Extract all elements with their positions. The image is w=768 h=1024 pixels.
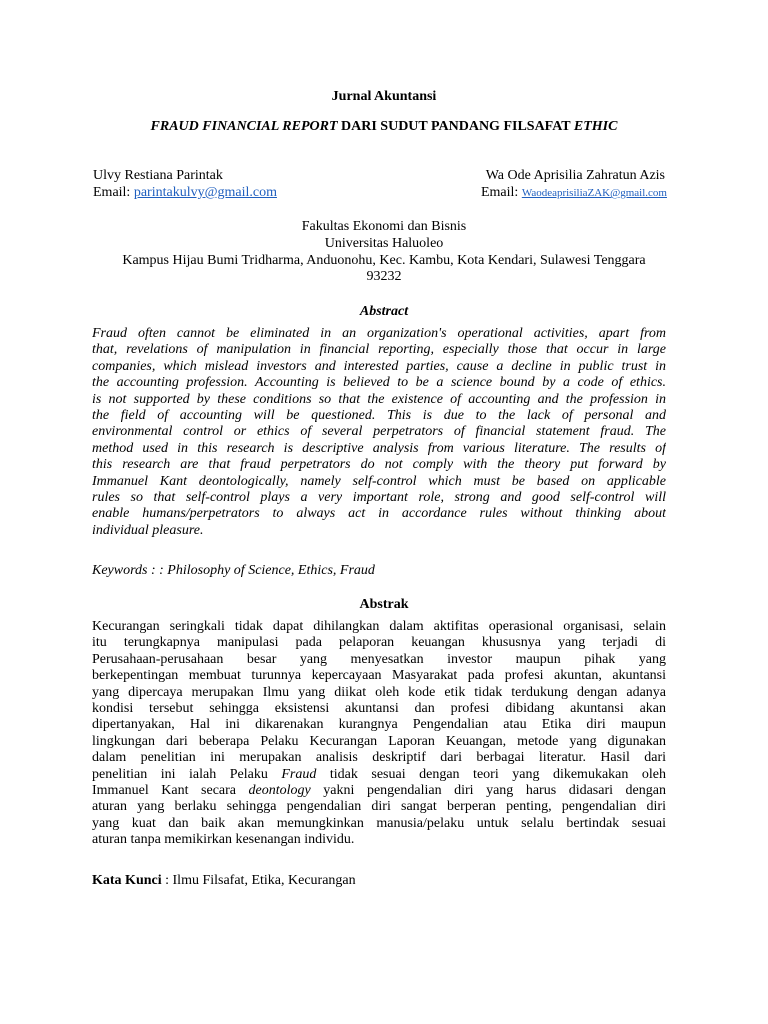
author-2-email-link[interactable]: WaodeaprisiliaZAK@gmail.com [521,187,667,199]
journal-name: Jurnal Akuntansi [331,89,437,104]
abstract-en-line: is not supported by these conditions so that the existence of accounting and the profession in [92,391,666,407]
abstrak-id-line: berkepentingan membuat turunnya kepercayaan Masyarakat pada profesi akuntan, akuntansi [92,668,666,684]
faculty: Fakultas Ekonomi dan Bisnis [301,219,467,234]
author-2-email [481,185,667,201]
abstrak-id-line: Perusahaan-perusahaan besar yang menyesatkan investor maupun pihak yang [92,651,666,667]
keywords-en: Keywords : : Philosophy of Science, Ethics, Fraud [92,563,375,578]
abstract-en-line: the field of accounting will be questioned. This is due to the lack of personal and [92,407,666,423]
abstract-en-line: environmental control or ethics of several perpetrators of financial statement fraud. The [92,424,666,440]
abstrak-id-line: dipertanyakan, Hal ini dikarenakan kurangnya Pengendalian atau Etika diri maupun [92,717,666,733]
author-2-name: Wa Ode Aprisilia Zahratun Azis [485,168,665,183]
university: Universitas Haluoleo [324,236,444,251]
abstrak-id-line [92,767,666,783]
abstract-en-line: the accounting profession. Accounting is believed to be a science bound by a code of ethics. [92,375,666,391]
abstract-en-line: Fraud often cannot be eliminated in an organization's operational activities, apart from [92,326,666,341]
abstract-en-line: Immanuel Kant deontologically, namely self-control which must be based on applicable [92,473,666,489]
title-middle-part: DARI SUDUT PANDANG FILSAFAT [337,119,574,134]
paper-title [0,119,768,135]
abstrak-id-line: lingkungan dari beberapa Pelaku Kecurangan Laporan Keuangan, metode yang digunakan [92,733,666,749]
abstrak-id-line: dalam penelitian ini merupakan analisis deskriptif dari berbagai literatur. Hasil dari [92,750,666,766]
abstrak-id-line: aturan tanpa memikirkan kesenangan individu. [92,832,355,848]
abstract-en-line: individual pleasure. [92,522,204,538]
postal-code: 93232 [366,269,402,284]
abstrak-id-line: yang dipercaya merupakan Ilmu yang diikat oleh kode etik tidak terdukung dengan adanya [92,684,666,700]
abstract-heading: Abstract [359,304,409,319]
abstrak-id-line [92,783,666,799]
abstrak-id-line: itu terungkapnya manipulasi pada pelaporan keuangan khususnya yang terjadi di [92,635,666,651]
abstract-en-line: that, revelations of manipulation in financial reporting, especially those that occur in large [92,342,666,358]
line-text: Immanuel Kant secara [92,782,249,798]
kata-kunci-label: Kata Kunci [92,873,162,888]
address: Kampus Hijau Bumi Tridharma, Anduonohu, Kec. Kambu, Kota Kendari, Sulawesi Tenggara [122,253,646,268]
line-text: yakni pengendalian diri yang harus didasari dengan [310,782,666,798]
line-italic-term: deontology [248,782,311,798]
abstrak-id-line: kondisi tersebut sehingga eksistensi akuntansi dan profesi dibidang akuntansi akan [92,700,666,716]
abstrak-id-line: Kecurangan seringkali tidak dapat dihilangkan dalam aktifitas operasional organisasi, selain [92,619,666,634]
line-text: penelitian ini ialah Pelaku [92,766,282,782]
abstract-en-line: companies, which mislead investors and interested parties, cause a decline in public trust in [92,358,666,374]
author-1-email-label: Email: [93,185,134,200]
abstract-en-line: method used in this research is descriptive analysis from various literature. The results of [92,440,666,456]
kata-kunci [92,873,356,889]
abstrak-id-body [92,619,666,848]
author-1-name: Ulvy Restiana Parintak [93,168,223,183]
title-italic-part: FRAUD FINANCIAL REPORT [150,119,338,134]
abstrak-heading: Abstrak [359,597,409,612]
abstrak-id-line: aturan yang berlaku sehingga pengendalian diri sangat berperan penting, pengendalian diri [92,799,666,815]
abstract-en-body [92,326,666,539]
abstract-en-line: this research are that fraud perpetrators do not comply with the theory put forward by [92,457,666,473]
line-text: tidak sesuai dengan teori yang dikemukakan oleh [316,766,666,782]
author-2-email-label: Email: [480,185,522,200]
abstract-en-line: enable humans/perpetrators to always act in accordance rules without thinking about [92,506,666,522]
abstrak-id-line: yang kuat dan baik akan memungkinkan manusia/pelaku untuk selalu bertindak sesuai [92,815,666,831]
author-1-email-link[interactable]: parintakulvy@gmail.com [133,185,277,200]
abstract-en-line: rules so that self-control plays a very important role, strong and good self-control will [92,489,666,505]
line-italic-term: Fraud [281,766,317,782]
kata-kunci-value: : Ilmu Filsafat, Etika, Kecurangan [161,873,356,888]
title-ethic-part: ETHIC [573,119,618,134]
author-1-email [93,185,277,201]
